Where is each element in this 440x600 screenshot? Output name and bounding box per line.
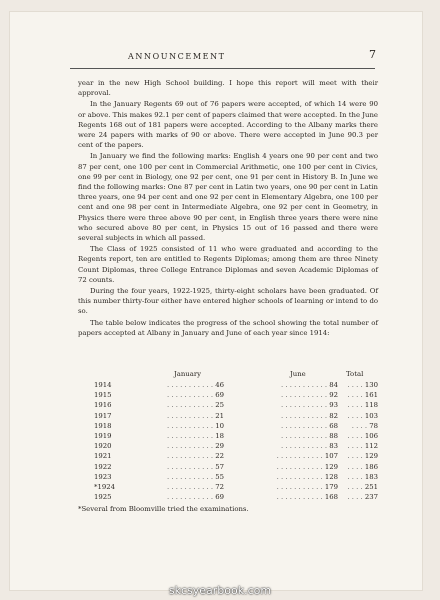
cell-total: . . . . 251 [347,482,378,491]
table-row [78,431,378,441]
cell-january: . . . . . . . . . . . 69 [167,391,224,400]
header-rule [70,68,375,69]
paragraph: During the four years, 1922-1925, thirty-eight scholars have been graduated. Of this number thirty-four either have entered higher schools of learning or intend to do so. [78,287,378,316]
table-row [78,492,378,502]
table-row [78,451,378,461]
cell-year: 1919 [94,431,112,440]
table-row [78,482,378,492]
column-header-june: June [290,370,306,378]
cell-year: 1923 [94,472,112,481]
column-header-january: January [174,370,202,378]
page-title: ANNOUNCEMENT [128,52,226,61]
cell-total: . . . . 161 [347,391,378,400]
cell-total: . . . . 183 [347,472,378,481]
cell-total: . . . . 130 [347,381,378,389]
cell-total: . . . . 112 [347,442,378,451]
paragraph: The Class of 1925 consisted of 11 who were graduated and according to the Regents report, ten are entitled to Regents Diplomas; among them are three Ninety Count Diplomas, three College Entrance Diplomas and seven Academic Diplomas of 72 counts. [78,245,378,284]
cell-june: . . . . . . . . . . . 83 [281,442,338,451]
cell-january: . . . . . . . . . . . 46 [167,381,224,389]
cell-june: . . . . . . . . . . . 93 [281,401,338,410]
paragraph: year in the new High School building. I hope this report will meet with their approval. [78,79,378,98]
table-row [78,441,378,451]
paragraph: In the January Regents 69 out of 76 papers were accepted, of which 14 were 90 or above. This makes 92.1 per cent of papers claimed that were accepted. In the June Regents 168 out of 181 papers were accepted. According to the Albany marks there were 24 papers with marks of 90 or above. There were accepted in June 90.3 per cent of the papers. [78,100,378,150]
page-number: 7 [369,48,376,61]
cell-january: . . . . . . . . . . . 57 [167,462,224,471]
cell-january: . . . . . . . . . . . 29 [167,442,224,451]
table-row [78,380,378,390]
cell-june: . . . . . . . . . . . 107 [276,452,338,461]
table-row [78,472,378,482]
cell-june: . . . . . . . . . . . 82 [281,411,338,420]
body-text [78,78,378,339]
cell-year: 1922 [94,462,112,471]
table-row [78,411,378,421]
cell-january: . . . . . . . . . . . 22 [167,452,224,461]
cell-january: . . . . . . . . . . . 55 [167,472,224,481]
cell-year: 1920 [94,442,112,451]
cell-june: . . . . . . . . . . . 168 [276,493,338,502]
cell-january: . . . . . . . . . . . 18 [167,431,224,440]
table-header [78,369,378,380]
cell-year: 1914 [94,381,112,389]
cell-january: . . . . . . . . . . . 21 [167,411,224,420]
cell-year: 1921 [94,452,112,461]
page-header [70,48,376,68]
paragraph: In January we find the following marks: English 4 years one 90 per cent and two 87 per cent, one 100 per cent in Commercial Arithmetic, one 100 per cent in Civics, one 99 per cent in Biology, one 92 per cent, one 91 per cent in History B. In June we find the following marks: One 87 per cent in Latin two years, one 90 per cent in Latin three years, one 94 per cent and one 92 per cent in Elementary Algebra, one 100 per cent and one 98 per cent in Intermediate Algebra, one 92 per cent in Geometry, in Physics there were three above 90 per cent, in English three years there were nine who secured above 80 per cent, in Physics 15 out of 16 passed and there were several subjects in which all passed. [78,152,378,243]
cell-total: . . . . 237 [347,493,378,502]
cell-january: . . . . . . . . . . . 10 [167,421,224,430]
cell-june: . . . . . . . . . . . 128 [276,472,338,481]
cell-june: . . . . . . . . . . . 88 [281,431,338,440]
cell-june: . . . . . . . . . . . 68 [281,421,338,430]
cell-june: . . . . . . . . . . . 179 [276,482,338,491]
cell-total: . . . . 78 [351,421,378,430]
cell-total: . . . . 103 [347,411,378,420]
table-footnote: *Several from Bloomville tried the examinations. [78,505,249,513]
cell-year: 1915 [94,391,112,400]
paragraph: The table below indicates the progress of the school showing the total number of papers accepted at Albany in January and June of each year since 1914: [78,318,378,337]
watermark: skcsyearbook.com [168,584,272,597]
table-row [78,390,378,400]
cell-year: 1916 [94,401,112,410]
cell-year: 1918 [94,421,112,430]
cell-year: 1925 [94,493,112,502]
cell-total: . . . . 129 [347,452,378,461]
cell-june: . . . . . . . . . . . 129 [276,462,338,471]
table-row [78,462,378,472]
table-row [78,400,378,410]
cell-january: . . . . . . . . . . . 25 [167,401,224,410]
cell-total: . . . . 106 [347,431,378,440]
cell-january: . . . . . . . . . . . 69 [167,493,224,502]
cell-total: . . . . 118 [347,401,378,410]
table-body [78,380,378,502]
cell-january: . . . . . . . . . . . 72 [167,482,224,491]
table-row [78,421,378,431]
column-header-total: Total [346,370,364,378]
cell-total: . . . . 186 [347,462,378,471]
papers-table [78,369,378,502]
cell-year: *1924 [94,482,115,491]
cell-june: . . . . . . . . . . . 92 [281,391,338,400]
cell-year: 1917 [94,411,112,420]
cell-june: . . . . . . . . . . . 84 [281,381,338,389]
